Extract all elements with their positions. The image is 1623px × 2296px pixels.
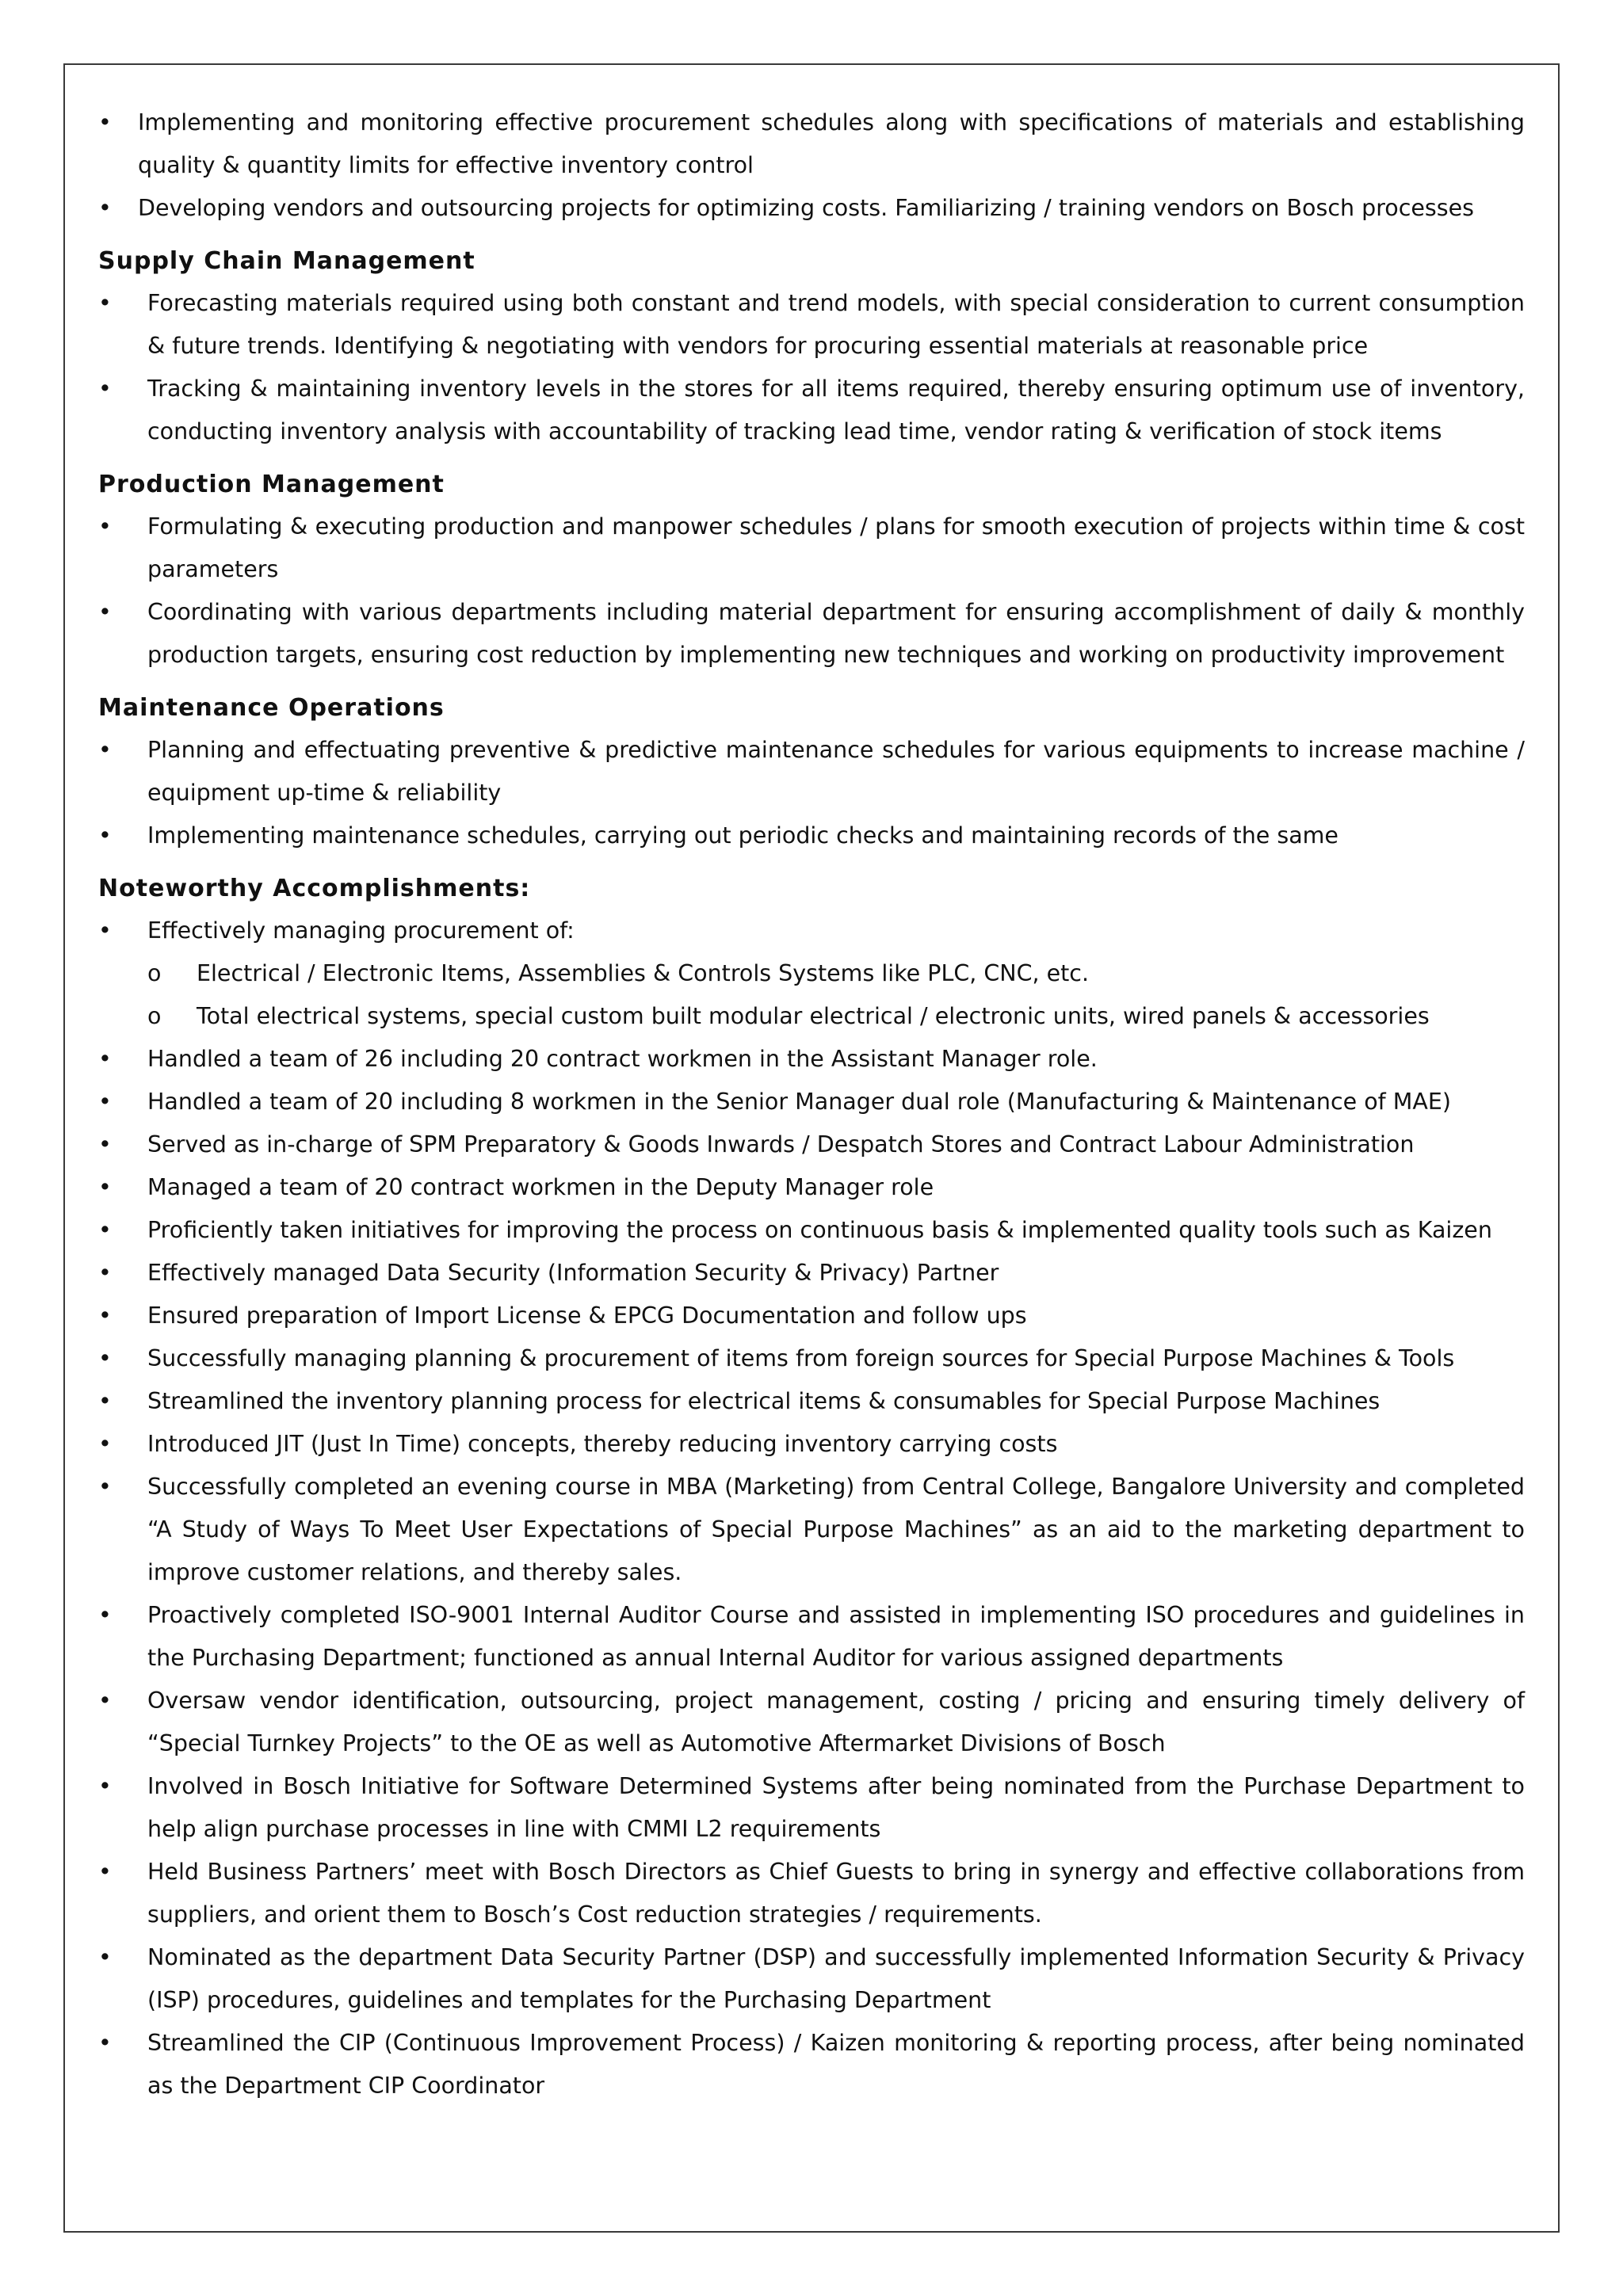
bullet-icon: • (98, 1302, 112, 1329)
sub-list-item: o Total electrical systems, special custom built modular electrical / electronic units, wired panels & accessories (98, 995, 1525, 1038)
bullet-icon: • (98, 737, 112, 763)
bullet-icon: • (98, 1174, 112, 1200)
circle-bullet-icon: o (147, 1003, 162, 1029)
section-heading: Noteworthy Accomplishments: (98, 875, 531, 902)
bullet-icon: • (98, 1474, 112, 1500)
bullet-icon: • (98, 195, 112, 221)
bullet-icon: • (98, 376, 112, 402)
bullet-icon: • (98, 1602, 112, 1628)
bullet-icon: • (98, 1089, 112, 1115)
circle-bullet-icon: o (147, 960, 162, 986)
list-item: • Nominated as the department Data Security Partner (DSP) and successfully implemented Information Security & Privacy (ISP) procedures, guidelines and templates for the Purchasing Department (98, 1936, 1525, 2022)
section-list (98, 282, 1525, 453)
sub-list-item: o Electrical / Electronic Items, Assemblies & Controls Systems like PLC, CNC, etc. (98, 952, 1525, 995)
bullet-icon: • (98, 2030, 112, 2056)
bullet-icon: • (98, 1046, 112, 1072)
list-item: • Effectively managing procurement of: (98, 910, 1525, 952)
bullet-icon: • (98, 1345, 112, 1371)
bullet-icon: • (98, 1431, 112, 1457)
intro-list (98, 101, 1525, 230)
accomplishment-list (98, 1038, 1525, 2107)
list-item: • Involved in Bosch Initiative for Software Determined Systems after being nominated from the Purchase Department to help align purchase processes in line with CMMI L2 requirements (98, 1765, 1525, 1851)
section-production (98, 469, 1525, 677)
list-item: • Streamlined the CIP (Continuous Improvement Process) / Kaizen monitoring & reporting process, after being nominated as the Department CIP Coordinator (98, 2022, 1525, 2107)
section-heading: Maintenance Operations (98, 694, 445, 722)
bullet-icon: • (98, 1260, 112, 1286)
bullet-icon: • (98, 513, 112, 540)
list-item: • Introduced JIT (Just In Time) concepts, thereby reducing inventory carrying costs (98, 1423, 1525, 1466)
bullet-icon: • (98, 917, 112, 944)
section-list (98, 729, 1525, 857)
list-item: • Oversaw vendor identification, outsourcing, project management, costing / pricing and ensuring timely delivery of “Special Turnkey Projects” to the OE as well as Automotive Aftermarket Divisions of Bosch (98, 1680, 1525, 1765)
list-item: • Served as in-charge of SPM Preparatory & Goods Inwards / Despatch Stores and Contract Labour Administration (98, 1123, 1525, 1166)
bullet-icon: • (98, 822, 112, 849)
list-item: • Managed a team of 20 contract workmen in the Deputy Manager role (98, 1166, 1525, 1209)
bullet-icon: • (98, 290, 112, 316)
list-item: • Ensured preparation of Import License & EPCG Documentation and follow ups (98, 1295, 1525, 1337)
bullet-icon: • (98, 1217, 112, 1243)
list-item: • Implementing maintenance schedules, carrying out periodic checks and maintaining records of the same (98, 814, 1525, 857)
bullet-icon: • (98, 1688, 112, 1714)
list-item: • Handled a team of 26 including 20 contract workmen in the Assistant Manager role. (98, 1038, 1525, 1081)
list-item: • Held Business Partners’ meet with Bosch Directors as Chief Guests to bring in synergy and effective collaborations from suppliers, and orient them to Bosch’s Cost reduction strategies / requirements. (98, 1851, 1525, 1936)
section-heading: Production Management (98, 471, 445, 498)
bullet-icon: • (98, 1773, 112, 1799)
section-list (98, 910, 1525, 1038)
section-maintenance (98, 692, 1525, 857)
bullet-icon: • (98, 1388, 112, 1414)
list-item: • Tracking & maintaining inventory levels in the stores for all items required, thereby ensuring optimum use of inventory, conducting inventory analysis with accountability of tracking lead time, vendor rating & verification of stock items (98, 368, 1525, 453)
list-item: • Handled a team of 20 including 8 workmen in the Senior Manager dual role (Manufacturing & Maintenance of MAE) (98, 1081, 1525, 1123)
bullet-icon: • (98, 1944, 112, 1970)
list-item: • Coordinating with various departments including material department for ensuring accomplishment of daily & monthly production targets, ensuring cost reduction by implementing new techniques and working on productivity improvement (98, 591, 1525, 677)
list-item: • Effectively managed Data Security (Information Security & Privacy) Partner (98, 1252, 1525, 1295)
resume-content (98, 101, 1525, 2107)
bullet-icon: • (98, 109, 112, 135)
list-item: • Forecasting materials required using both constant and trend models, with special consideration to current consumption & future trends. Identifying & negotiating with vendors for procuring essential materials at reasonable price (98, 282, 1525, 368)
section-list (98, 505, 1525, 677)
section-accomplishments (98, 873, 1525, 2107)
list-item: • Developing vendors and outsourcing projects for optimizing costs. Familiarizing / training vendors on Bosch processes (98, 187, 1525, 230)
section-supply-chain (98, 246, 1525, 453)
section-heading: Supply Chain Management (98, 247, 475, 275)
bullet-icon: • (98, 599, 112, 625)
list-item: • Implementing and monitoring effective procurement schedules along with specifications of materials and establishing quality & quantity limits for effective inventory control (98, 101, 1525, 187)
list-item: • Proactively completed ISO-9001 Internal Auditor Course and assisted in implementing ISO procedures and guidelines in the Purchasing Department; functioned as annual Internal Auditor for various assigned departments (98, 1594, 1525, 1680)
list-item: • Formulating & executing production and manpower schedules / plans for smooth execution of projects within time & cost parameters (98, 505, 1525, 591)
list-item: • Successfully managing planning & procurement of items from foreign sources for Special Purpose Machines & Tools (98, 1337, 1525, 1380)
list-item: • Successfully completed an evening course in MBA (Marketing) from Central College, Bangalore University and completed “A Study of Ways To Meet User Expectations of Special Purpose Machines” as an aid to the marketing department to improve customer relations, and thereby sales. (98, 1466, 1525, 1594)
list-item: • Streamlined the inventory planning process for electrical items & consumables for Special Purpose Machines (98, 1380, 1525, 1423)
list-item: • Planning and effectuating preventive & predictive maintenance schedules for various equipments to increase machine / equipment up-time & reliability (98, 729, 1525, 814)
bullet-icon: • (98, 1131, 112, 1158)
list-item: • Proficiently taken initiatives for improving the process on continuous basis & implemented quality tools such as Kaizen (98, 1209, 1525, 1252)
bullet-icon: • (98, 1859, 112, 1885)
